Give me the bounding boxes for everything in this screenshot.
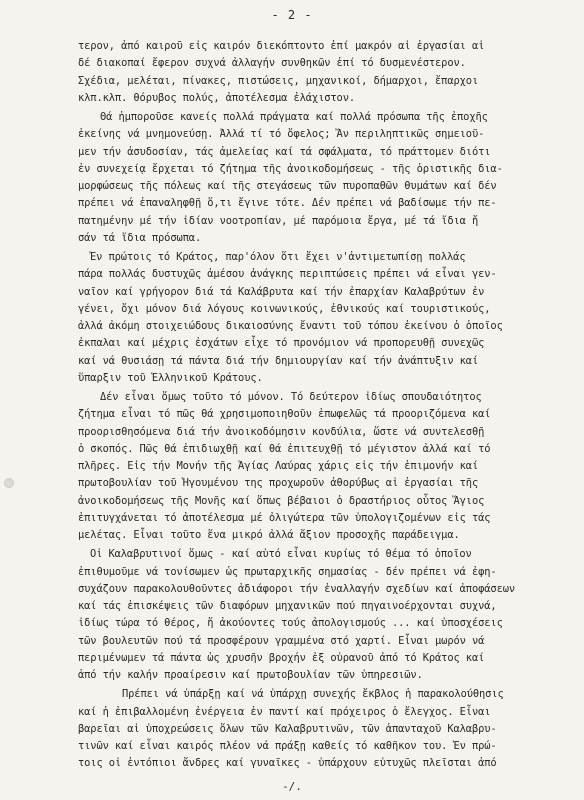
text-line: γένει, ὄχι μόνον διά λόγους κοινωνικούς, ἐθνικούς καί τουριστικούς, xyxy=(78,302,491,315)
text-line: τοις οἱ ἐντόπιοι ἄνδρες καί γυναῖκες - ὑπάρχουν εὐτυχῶς πλεῖσται ἀπό xyxy=(78,757,497,770)
paragraph-1 xyxy=(78,38,566,107)
text-line: ἐκείνης νά μνημονεύσῃ. Ἀλλά τί τό ὄφελος; Ἄν περιληπτικῶς σημειοῦ- xyxy=(78,128,485,141)
text-line: ζήτημα εἶναι τό πῶς θά χρησιμοποιηθοῦν ἐπωφελῶς τά προοριζόμενα καί xyxy=(78,408,491,421)
page-number: - 2 - xyxy=(271,8,313,22)
text-line: πλῆρες. Εἰς τήν Μονήν τῆς Ἁγίας Λαύρας χάρις εἰς τήν ἐπιμονήν καί xyxy=(78,460,479,472)
text-line: πρέπει νά ἐπαναληφθῇ ὅ,τι ἔγινε τότε. Δέν πρέπει νά βαδίσωμε τήν πε- xyxy=(78,197,497,210)
text-line: καί ἡ ἐπιβαλλομένη ἐνέργεια ἐν παντί καί πρόχειρος ὁ ἔλεγχος. Εἶναι xyxy=(78,705,491,718)
text-line: ἐν συνεχείᾳ ἔρχεται τό ζήτημα τῆς ἀνοικοδομήσεως - τῆς ὁριστικῆς δια- xyxy=(78,162,503,175)
text-line: Δέν εἶναι ὅμως τοῦτο τό μόνον. Τό δεύτερον ἰδίως σπουδαιότητος xyxy=(100,391,482,403)
paragraph-2 xyxy=(78,109,566,247)
text-line: τερον, ἀπό καιροῦ εἰς καιρόν διεκόπτοντο ἐπί μακρόν αἱ ἐργασίαι αἱ xyxy=(78,40,485,52)
paragraph-4 xyxy=(78,389,566,544)
text-line: ἀλλά ἀκόμη στοιχειώδους δικαιοσύνης ἔναντι τοῦ τόπου ἐκείνου ὁ ὁποῖος xyxy=(78,320,503,332)
text-line: Ἐν πρώτοις τό Κράτος, παρ'όλον ὅτι ἔχει ν'ἀντιμετωπίσῃ πολλάς xyxy=(90,251,466,263)
text-line: πατημένην μέ τήν ἰδίαν νοοτροπίαν, μέ παρόμοια ἔργα, μέ τά ἴδια ἤ xyxy=(78,214,479,227)
text-line: ὁ σκοπός. Πῶς θά ἐπιδιωχθῇ καί θά ἐπιτευχθῇ τό μέγιστον ἀλλά καί τό xyxy=(78,442,491,455)
text-line: μορφώσεως τῆς πόλεως καί τῆς στεγάσεως τῶν πυροπαθῶν θυμάτων καί δέν xyxy=(78,180,497,192)
paragraph-3 xyxy=(78,249,566,387)
text-line: συχάζουν παρακολουθοῦντες ἀδιάφοροι τήν ἐναλλαγήν σχεδίων καί ἀποφάσεων xyxy=(78,582,516,595)
text-line: προορισθησόμενα διά τήν ἀνοικοδόμησιν κονδύλια, ὥστε νά συντελεσθῇ xyxy=(78,425,485,438)
text-line: Σχέδια, μελέται, πίνακες, πιστώσεις, μηχανικοί, δήμαρχοι, ἔπαρχοι xyxy=(78,74,479,87)
text-line: μελέτας. Εἶναι τοῦτο ἕνα μικρό ἀλλά ἄξιον προσοχῆς παράδειγμα. xyxy=(78,529,460,541)
document-body xyxy=(78,38,566,773)
text-line: Οἱ Καλαβρυτινοί ὅμως - καί αὐτό εἶναι κυρίως τό θέμα τό ὁποῖον xyxy=(90,548,472,561)
text-line: μεν τήν ἀσυδοσίαν, τάς ἀμελείας καί τά σφάλματα, τό πράττομεν διότι xyxy=(78,145,491,158)
text-line: ὕπαρξιν τοῦ Ἑλληνικοῦ Κράτους. xyxy=(78,371,263,384)
text-line: ἐπιτυγχάνεται τό ἀποτέλεσμα μέ ὀλιγώτερα τῶν ὑπολογιζομένων εἰς τάς xyxy=(78,511,491,524)
text-line: ἀπό τήν καλήν προαίρεσιν καί πρωτοβουλίαν τῶν ὑπηρεσιῶν. xyxy=(78,669,423,681)
text-line: σάν τά ἴδια πρόσωπα. xyxy=(78,231,202,244)
text-line: τινῶν καί εἶναι καιρός πλέον νά πράξῃ καθείς τό καθῆκον του. Ἐν πρώ- xyxy=(78,740,497,752)
text-line: πάρα πολλάς δυστυχῶς ἀμέσου ἀνάγκης περιπτώσεις πρέπει νά εἶναι γεν- xyxy=(78,268,497,281)
text-line: καί νά θυσιάσῃ τά πάντα διά τήν δημιουργίαν καί τήν ἀνάπτυξιν καί xyxy=(78,354,479,367)
text-line: περιμένωμεν τά πάντα ὡς χρυσῆν βροχήν ἐξ οὐρανοῦ ἀπό τό Κράτος καί xyxy=(78,651,485,664)
text-line: ναῖον καί γρήγορον διά τά Καλάβρυτα καί τήν ἐπαρχίαν Καλαβρύτων ἐν xyxy=(78,285,485,298)
text-line: Θά ἠμποροῦσε κανείς πολλά πράγματα καί πολλά πρόσωπα τῆς ἐποχῆς xyxy=(100,111,488,123)
text-line: κλπ.κλπ. θόρυβος πολύς, ἀποτέλεσμα ἐλάχιστον. xyxy=(78,91,356,104)
text-line: ἐκπαλαι καί μέχρις ἐσχάτων εἶχε τό προνόμιον νά προπορευθῇ συνεχῶς xyxy=(78,337,485,350)
paragraph-6 xyxy=(78,686,566,772)
paragraph-5 xyxy=(78,546,566,684)
text-line: καί τάς ἐπισκέψεις τῶν διαφόρων μηχανικῶν πού πηγαινοέρχονται συχνά, xyxy=(78,600,497,612)
text-line: ἐπιθυμοῦμε νά τονίσωμεν ὡς πρωταρχικῆς σημασίας - δέν πρέπει νά ἐφη- xyxy=(78,565,497,578)
continuation-mark: -/. xyxy=(282,780,302,793)
text-line: ἀνοικοδομήσεως τῆς Μονῆς καί ὅπως βέβαιοι ὁ δραστήριος οὗτος Ἅγιος xyxy=(78,494,485,507)
text-line: πρωτοβουλίαν τοῦ Ἡγουμένου της προχωροῦν ἀθορύβως αἱ ἐργασίαι τῆς xyxy=(78,477,479,490)
text-line: δέ διακοπαί ἔφερον συχνά ἀλλαγήν συνθηκῶν ἐπί τό δυσμενέστερον. xyxy=(78,57,466,70)
text-line: ἰδίως τώρα τό θέρος, ἤ ἀκούοντες τούς ἀπολογισμούς ... καί ὑποσχέσεις xyxy=(78,617,503,630)
text-line: βαρεῖαι αἱ ὑποχρεώσεις ὅλων τῶν Καλαβρυτινῶν, τῶν ἁπανταχοῦ Καλαβρυ- xyxy=(78,722,497,735)
punch-hole-mark xyxy=(4,478,14,488)
text-line: τῶν βουλευτῶν πού τά προσφέρουν γραμμένα στό χαρτί. Εἶναι μωρόν νά xyxy=(78,634,485,647)
text-line: Πρέπει νά ὑπάρξῃ καί νά ὑπάρχῃ συνεχής ἔκβλος ἡ παρακολούθησις xyxy=(122,688,504,701)
